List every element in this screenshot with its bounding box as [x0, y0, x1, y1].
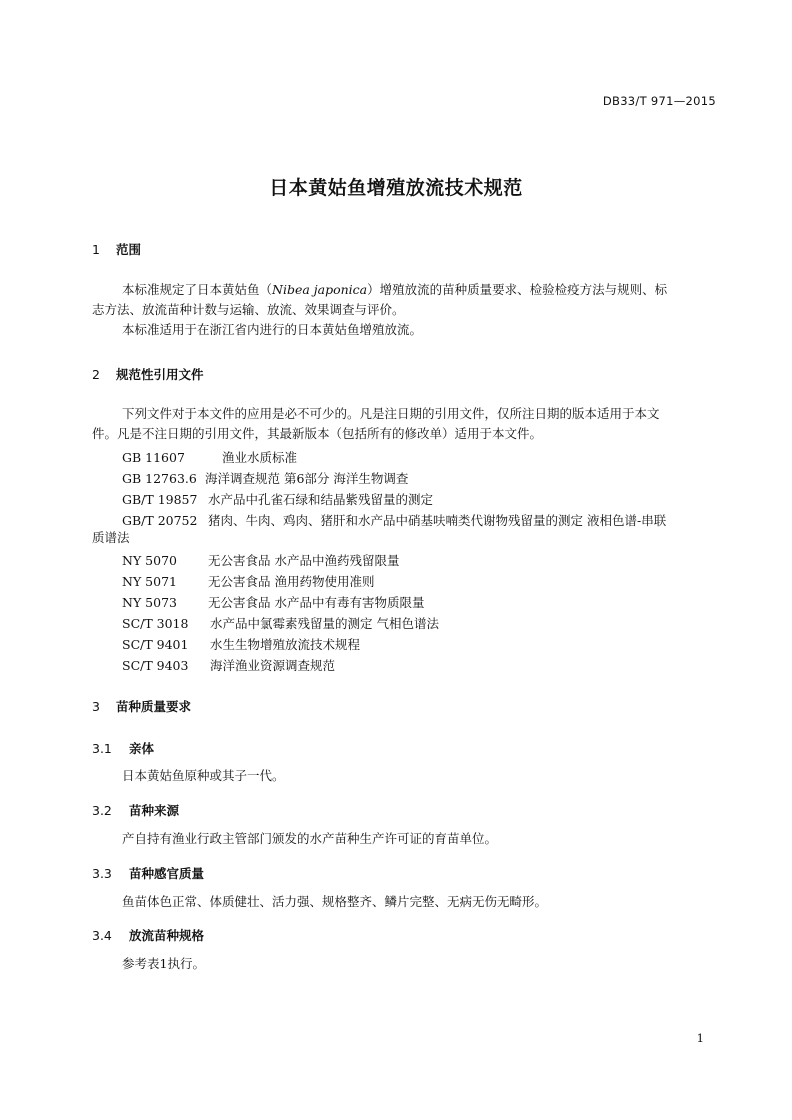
reference-title: 水产品中氯霉素残留量的测定 气相色谱法 — [210, 616, 439, 631]
reference-item — [122, 551, 399, 569]
reference-code: NY 5073 — [122, 595, 177, 610]
section-title: 范围 — [116, 242, 142, 257]
section-2-heading — [92, 365, 204, 383]
subsection-heading — [92, 926, 204, 944]
subsection-title: 亲体 — [129, 741, 155, 756]
reference-code: GB 12763.6 — [122, 471, 197, 486]
subsection-heading — [92, 864, 204, 882]
reference-title: 无公害食品 水产品中渔药残留限量 — [208, 553, 400, 568]
subsection-title: 放流苗种规格 — [129, 928, 205, 943]
subsection-text: 日本黄姑鱼原种或其子一代。 — [122, 768, 285, 783]
reference-item — [122, 656, 335, 674]
subsection-number: 3.1 — [92, 741, 112, 756]
reference-title: 水产品中孔雀石绿和结晶紫残留量的测定 — [208, 492, 434, 507]
reference-code: GB/T 19857 — [122, 492, 198, 507]
standard-id: DB33/T 971—2015 — [602, 94, 716, 108]
reference-item — [122, 593, 424, 611]
reference-title: 无公害食品 水产品中有毒有害物质限量 — [208, 595, 425, 610]
section-2-intro-line: 件。凡是不注日期的引用文件，其最新版本（包括所有的修改单）适用于本文件。 — [92, 426, 543, 441]
subsection-text: 产自持有渔业行政主管部门颁发的水产苗种生产许可证的育苗单位。 — [122, 831, 498, 846]
latin-name: Nibea japonica — [272, 282, 368, 297]
section-1-scope-paragraph: 本标准适用于在浙江省内进行的日本黄姑鱼增殖放流。 — [122, 322, 423, 337]
reference-item — [122, 511, 666, 529]
reference-item — [122, 490, 433, 508]
reference-title: 海洋调查规范 第6部分 海洋生物调查 — [205, 471, 409, 486]
section-number: 2 — [92, 367, 100, 382]
section-title: 规范性引用文件 — [116, 367, 204, 382]
section-3-heading — [92, 697, 191, 715]
subsection-title: 苗种感官质量 — [129, 866, 205, 881]
reference-title: 水生生物增殖放流技术规程 — [210, 637, 361, 652]
subsection-number: 3.4 — [92, 928, 112, 943]
reference-code: NY 5071 — [122, 574, 177, 589]
reference-item — [122, 469, 408, 487]
reference-title: 猪肉、牛肉、鸡肉、猪肝和水产品中硝基呋喃类代谢物残留量的测定 液相色谱-串联 — [208, 513, 667, 528]
reference-item — [122, 448, 297, 466]
reference-title: 海洋渔业资源调查规范 — [210, 658, 336, 673]
section-1-heading — [92, 240, 141, 258]
reference-continuation: 质谱法 — [92, 530, 130, 545]
reference-item — [122, 572, 374, 590]
document-title: 日本黄姑鱼增殖放流技术规范 — [269, 177, 523, 199]
subsection-text: 鱼苗体色正常、体质健壮、活力强、规格整齐、鳞片完整、无病无伤无畸形。 — [122, 894, 548, 909]
reference-code: GB 11607 — [122, 450, 185, 465]
section-number: 1 — [92, 242, 100, 257]
reference-code: SC/T 3018 — [122, 616, 189, 631]
section-number: 3 — [92, 699, 100, 714]
subsection-title: 苗种来源 — [129, 803, 180, 818]
subsection-number: 3.3 — [92, 866, 112, 881]
page-number: 1 — [696, 1031, 704, 1045]
reference-code: GB/T 20752 — [122, 513, 198, 528]
text-run: 本标准规定了日本黄姑鱼（ — [122, 282, 273, 297]
text-run: ）增殖放流的苗种质量要求、检验检疫方法与规则、标 — [367, 282, 668, 297]
subsection-heading — [92, 739, 154, 757]
section-2-intro-line: 下列文件对于本文件的应用是必不可少的。凡是注日期的引用文件，仅所注日期的版本适用于本文 — [122, 406, 660, 421]
reference-code: NY 5070 — [122, 553, 177, 568]
reference-title: 无公害食品 渔用药物使用准则 — [208, 574, 375, 589]
subsection-text: 参考表1执行。 — [122, 956, 205, 971]
subsection-heading — [92, 801, 179, 819]
subsection-number: 3.2 — [92, 803, 112, 818]
reference-item — [122, 635, 360, 653]
reference-title: 渔业水质标准 — [222, 450, 298, 465]
reference-code: SC/T 9403 — [122, 658, 189, 673]
section-1-paragraph-line — [122, 280, 667, 299]
reference-item — [122, 614, 439, 632]
reference-code: SC/T 9401 — [122, 637, 189, 652]
section-1-paragraph-line: 志方法、放流苗种计数与运输、放流、效果调查与评价。 — [92, 302, 405, 317]
section-title: 苗种质量要求 — [116, 699, 192, 714]
